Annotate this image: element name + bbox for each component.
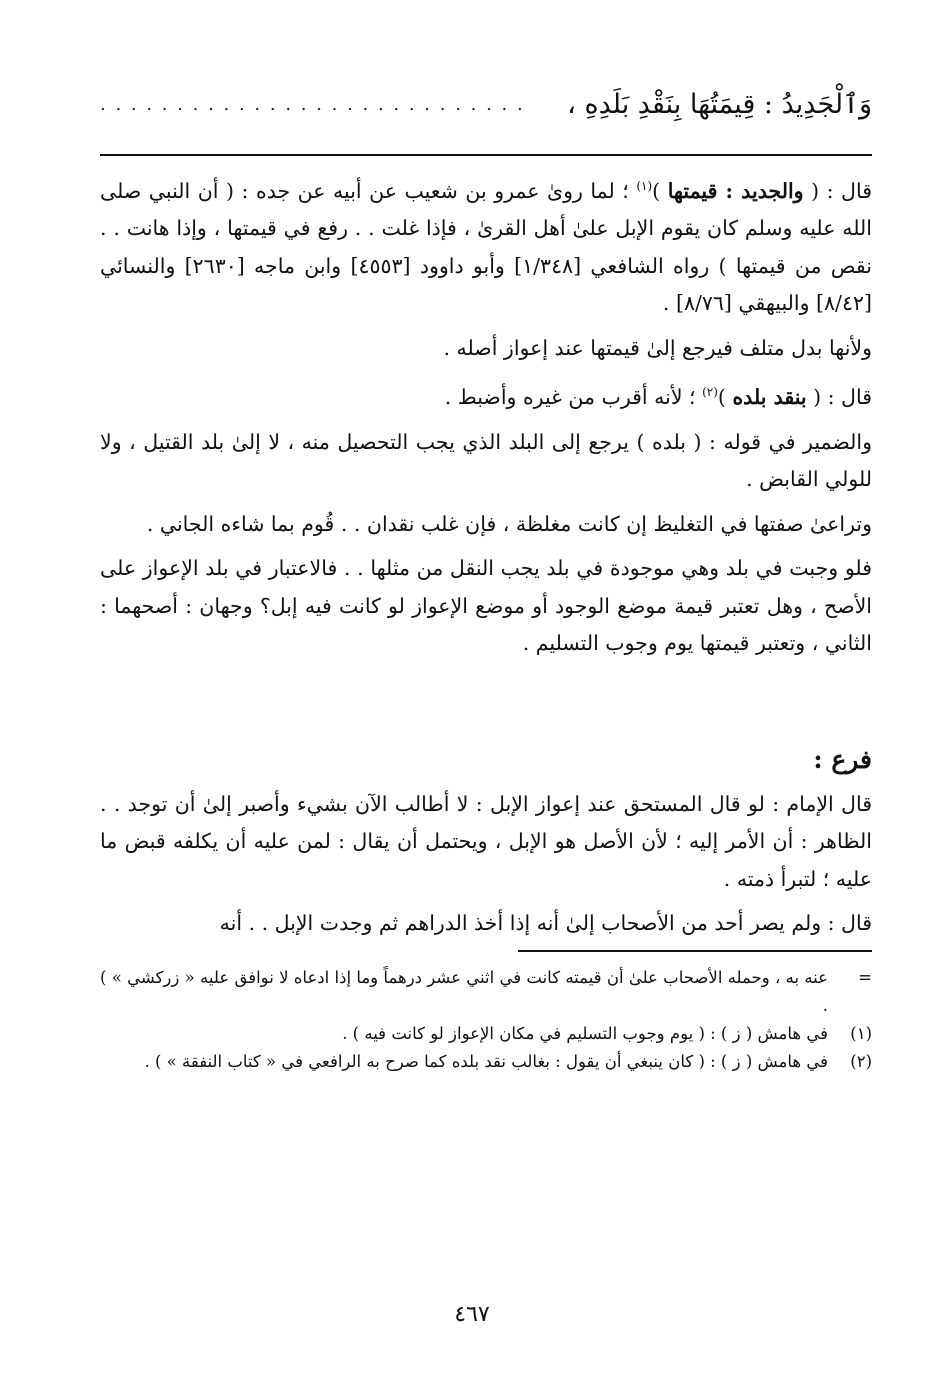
paragraph-7: قال الإمام : لو قال المستحق عند إعواز الإبل : لا أطالب الآن بشيء وأصبر إلىٰ أن توجد . . الظاهر : أن الأمر إليه ؛ لأن الأصل هو الإبل ، ويحتمل أن يقال : لمن عليه أن يكلفه قبض ما عليه ؛ لتبرأ ذمته . — [100, 791, 872, 891]
footnote-ref-2: (٢) — [702, 385, 718, 400]
footnote-ref-1: (١) — [636, 179, 653, 193]
footnote-continued: = عنه به ، وحمله الأصحاب علىٰ أن قيمته كانت في اثني عشر درهماً وما إذا ادعاه لا نوافق عليه « زركشي » ) . — [100, 967, 872, 1015]
paragraph-1: قال : ( والجديد : قيمتها )$^{(١)}$ ؛ لما روىٰ عمرو بن شعيب عن أبيه عن جده : ( أن النبي صلى الله عليه وسلم كان يقوم الإبل علىٰ أهل القرىٰ ، فإذا غلت . . رفع في قيمتها ، وإذا هانت . . نقص من قيمتها ) رواه الشافعي [١/٣٤٨] وأبو داوود [٤٥٥٣] وابن ماجه [٢٦٣٠] والنسائي [٨/٤٢] والبيهقي [٨/٧٦] . — [100, 178, 872, 316]
paragraph-6: فلو وجبت في بلد وهي موجودة في بلد يجب النقل من مثلها . . فالاعتبار في بلد الإعواز على الأصح ، وهل تعتبر قيمة موضع الوجود أو موضع الإعواز لو كانت فيه إبل؟ وجهان : أصحهما : الثاني ، وتعتبر قيمتها يوم وجوب التسليم . — [100, 556, 872, 656]
paragraph-2: ولأنها بدل متلف فيرجع إلىٰ قيمتها عند إعواز أصله . — [443, 335, 872, 360]
header-dots: . . . . . . . . . . . . . . . . . . . . . . . . . . . . — [100, 93, 525, 115]
header-title: وَٱلْجَدِيدُ : قِيمَتُهَا بِنَقْدِ بَلَدِهِ ، — [567, 88, 872, 120]
header-rule — [100, 154, 872, 156]
footnote-1: (١) في هامش ( ز ) : ( يوم وجوب التسليم في مكان الإعواز لو كانت فيه ) . — [342, 1023, 872, 1043]
footnotes — [100, 964, 872, 1076]
paragraph-4: والضمير في قوله : ( بلده ) يرجع إلى البلد الذي يجب التحصيل منه ، لا إلىٰ بلد القتيل ، ولا للولي القابض . — [100, 429, 872, 492]
paragraph-8: قال : ولم يصر أحد من الأصحاب إلىٰ أنه إذا أخذ الدراهم ثم وجدت الإبل . . أنه — [219, 911, 872, 936]
main-text — [100, 168, 872, 943]
footnote-rule — [518, 950, 872, 952]
footnote-2: (٢) في هامش ( ز ) : ( كان ينبغي أن يقول : بغالب نقد بلده كما صرح به الرافعي في « كتاب النفقة » ) . — [144, 1051, 872, 1071]
paragraph-3: قال : ( بنقد بلده )$^{(٢)}$ ؛ لأنه أقرب من غيره وأضبط . — [444, 385, 872, 410]
section-heading: فرع : — [813, 744, 872, 774]
page-number: ٤٦٧ — [454, 1302, 490, 1327]
running-header — [100, 82, 872, 126]
paragraph-5: وتراعىٰ صفتها في التغليظ إن كانت مغلظة ، فإن غلب نقدان . . قُوم بما شاءه الجاني . — [146, 511, 872, 536]
page — [100, 82, 872, 1076]
